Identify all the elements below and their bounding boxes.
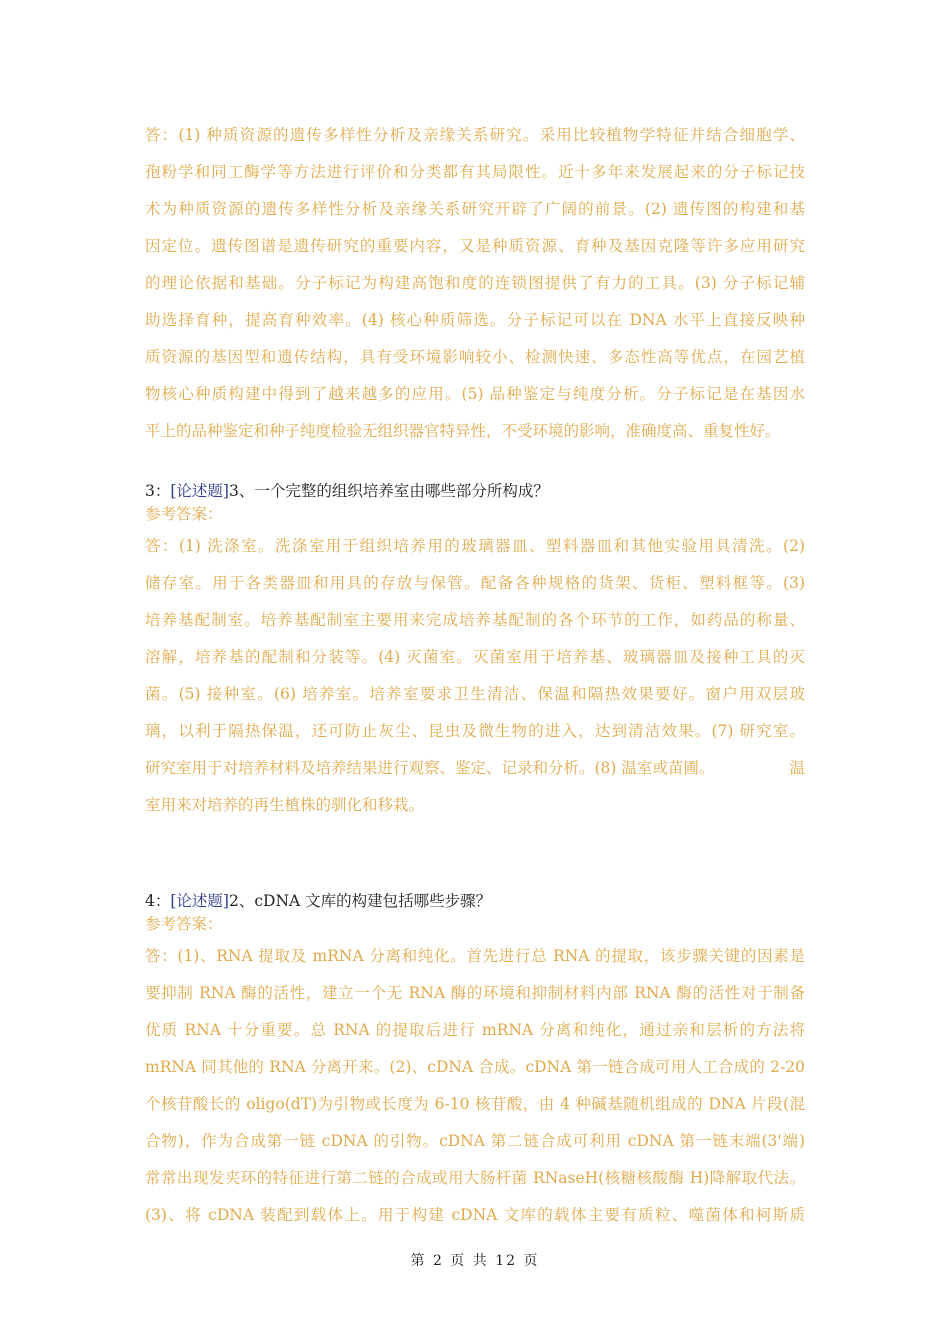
- question-number: 4：: [145, 892, 171, 910]
- answer-line: 室用来对培养的再生植株的驯化和移栽。: [145, 796, 425, 814]
- answer-line: 孢粉学和同工酶学等方法进行评价和分类都有其局限性。近十多年来发展起来的分子标记技: [145, 163, 805, 181]
- answer-line: 个核苷酸长的 oligo(dT)为引物或长度为 6-10 核苷酸，由 4 种碱基随机组成的 DNA 片段(混: [145, 1095, 805, 1113]
- answer-line: 平上的品种鉴定和种子纯度检验无组织器官特异性，不受环境的影响，准确度高、重复性好。: [145, 422, 781, 440]
- answer-line: 物核心种质构建中得到了越来越多的应用。(5) 品种鉴定与纯度分析。分子标记是在基因水: [145, 385, 805, 403]
- answer-line: 助选择育种，提高育种效率。(4) 核心种质筛选。分子标记可以在 DNA 水平上直接反映种: [145, 311, 805, 329]
- question-text: 3、一个完整的组织培养室由哪些部分所构成？: [228, 482, 549, 500]
- answer-line: mRNA 同其他的 RNA 分离开来。(2)、cDNA 合成。cDNA 第一链合成可用人工合成的 2-20: [145, 1058, 805, 1076]
- answer-line-left: 研究室用于对培养材料及培养结果进行观察、鉴定、记录和分析。(8) 温室或苗圃。: [145, 759, 715, 777]
- answer-line: 优质 RNA 十分重要。总 RNA 的提取后进行 mRNA 分离和纯化，通过亲和层析的方法将: [145, 1021, 805, 1039]
- question-number: 3：: [145, 482, 171, 500]
- answer-line: 的理论依据和基础。分子标记为构建高饱和度的连锁图提供了有力的工具。(3) 分子标记辅: [145, 274, 805, 292]
- question-text: 2、cDNA 文库的构建包括哪些步骤？: [228, 892, 492, 910]
- answer-line: 培养基配制室。培养基配制室主要用来完成培养基配制的各个环节的工作，如药品的称量、: [145, 611, 805, 629]
- reference-answer-label: 参考答案：: [145, 505, 223, 523]
- answer-line: 因定位。遗传图谱是遗传研究的重要内容，又是种质资源、育种及基因克隆等许多应用研究: [145, 237, 805, 255]
- answer-line: 菌。(5) 接种室。(6) 培养室。培养室要求卫生清洁、保温和隔热效果要好。窗户用双层玻: [145, 685, 805, 703]
- answer-line: 合物)，作为合成第一链 cDNA 的引物。cDNA 第二链合成可利用 cDNA 第一链末端(3'端): [145, 1132, 805, 1150]
- answer-line: 答：(1) 种质资源的遗传多样性分析及亲缘关系研究。采用比较植物学特征并结合细胞学、: [145, 126, 805, 144]
- answer-line: 常常出现发夹环的特征进行第二链的合成或用大肠杆菌 RNaseH(核糖核酸酶 H)降解取代法。: [145, 1169, 805, 1187]
- answer-line: 质资源的基因型和遗传结构，具有受环境影响较小、检测快速、多态性高等优点，在园艺植: [145, 348, 805, 366]
- reference-answer-label: 参考答案：: [145, 915, 223, 933]
- question-type-link[interactable]: [论述题]: [170, 892, 229, 910]
- answer-line-right: 温: [789, 759, 805, 777]
- question-heading: [145, 891, 805, 911]
- answer-line: 储存室。用于各类器皿和用具的存放与保管。配备各种规格的货架、货柜、塑料框等。(3): [145, 574, 805, 592]
- answer-line: 溶解，培养基的配制和分装等。(4) 灭菌室。灭菌室用于培养基、玻璃器皿及接种工具的灭: [145, 648, 805, 666]
- question-type-link[interactable]: [论述题]: [170, 482, 229, 500]
- answer-line: 要抑制 RNA 酶的活性，建立一个无 RNA 酶的环境和抑制材料内部 RNA 酶的活性对于制备: [145, 984, 805, 1002]
- answer-line: 答：(1) 洗涤室。洗涤室用于组织培养用的玻璃器皿、塑料器皿和其他实验用具清洗。(2): [145, 537, 805, 555]
- answer-line: (3)、将 cDNA 装配到载体上。用于构建 cDNA 文库的载体主要有质粒、噬菌体和柯斯质: [145, 1206, 805, 1224]
- answer-line: 术为种质资源的遗传多样性分析及亲缘关系研究开辟了广阔的前景。(2) 遗传图的构建和基: [145, 200, 805, 218]
- page-number-footer: 第 2 页 共 12 页: [410, 1253, 540, 1269]
- answer-line: 答：(1)、RNA 提取及 mRNA 分离和纯化。首先进行总 RNA 的提取，该步骤关键的因素是: [145, 947, 805, 965]
- answer-line: 璃，以利于隔热保温，还可防止灰尘、昆虫及微生物的进入，达到清洁效果。(7) 研究室。: [145, 722, 805, 740]
- question-heading: [145, 481, 805, 501]
